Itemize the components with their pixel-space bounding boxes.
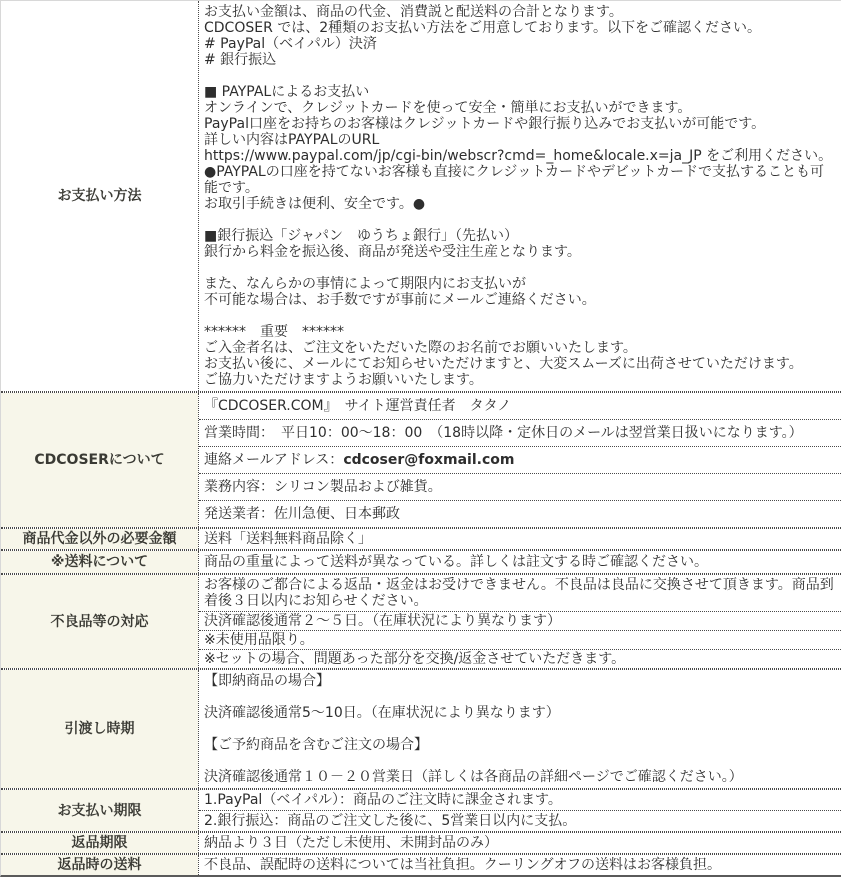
delivery-line: 決済確認後通常5～10日。（在庫状況により異なります） [204, 705, 560, 721]
payment-line: ●PAYPALの口座を持てないお客様も直接にクレジットカードやデビットカードで支払することも可能です。 [204, 164, 824, 196]
blank-line [204, 308, 836, 324]
row-shipping-note [1, 550, 841, 574]
about-cdcoser-content [198, 393, 841, 527]
contact-email-address: cdcoser@foxmail.com [343, 452, 515, 468]
row-return-deadline [1, 832, 841, 854]
business-description-text: 業務内容：シリコン製品および雑貨。 [199, 473, 841, 500]
return-deadline-header: 返品期限 [1, 833, 198, 853]
payment-line: 詳しい内容はPAYPALのURL [204, 132, 380, 148]
business-hours-text: 営業時間： 平日10：00～18：00 （18時以降・定休日のメールは翌営業日扱いになります。） [199, 419, 841, 446]
payment-line: # PayPal（ベイパル）決済 [204, 36, 377, 52]
blank-line [204, 260, 836, 276]
payment-line: # 銀行振込 [204, 52, 277, 68]
return-deadline-content: 納品より３日（ただし未使用、未開封品のみ） [198, 833, 841, 853]
shipping-note-content: 商品の重量によって送料が異なっている。詳しくは註文する時ご確認ください。 [198, 551, 841, 573]
shipping-note-header: ※送料について [1, 551, 198, 573]
extra-fees-header: 商品代金以外の必要金額 [1, 529, 198, 549]
contact-email-label: 連絡メールアドレス： [204, 452, 344, 468]
payment-line: CDCOSER では、2種類のお支払い方法をご用意しております。以下をご確認ください。 [204, 20, 762, 36]
row-extra-fees [1, 528, 841, 550]
defective-items-content [198, 575, 841, 668]
defective-exchange-time-text: 決済確認後通常２～５日。（在庫状況により異なります） [199, 611, 841, 630]
row-payment-method [1, 1, 841, 392]
blank-line [204, 721, 836, 737]
delivery-time-header: 引渡し時期 [1, 670, 198, 788]
row-payment-deadline [1, 789, 841, 832]
return-shipping-content: 不良品、誤配時の送料については当社負担。クーリングオフの送料はお客様負担。 [198, 855, 841, 875]
payment-line: お取引手続きは便利、安全です。● [204, 196, 426, 212]
blank-line [204, 753, 836, 769]
defective-unused-note: ※未使用品限り。 [199, 630, 841, 649]
bank-transfer-deadline-text: 2.銀行振込：商品のご注文した後に、5営業日以内に支払。 [199, 810, 841, 831]
delivery-line: 決済確認後通常１０－２０営業日（詳しくは各商品の詳細ページでご確認ください。） [204, 769, 743, 785]
shipping-carriers-text: 発送業者：佐川急便、日本郵政 [199, 500, 841, 527]
payment-line: 銀行から料金を振込後、商品が発送や受注生産となります。 [204, 244, 581, 260]
payment-deadline-content [198, 790, 841, 831]
row-defective-items [1, 574, 841, 669]
blank-line [204, 212, 836, 228]
row-return-shipping [1, 854, 841, 875]
payment-method-header: お支払い方法 [1, 1, 198, 391]
payment-line: ■ PAYPALによるお支払い [204, 84, 370, 100]
payment-line: また、なんらかの事情によって期限内にお支払いが [204, 276, 526, 292]
payment-line: ご入金者名は、ご注文をいただいた際のお名前でお願いいたします。 [204, 340, 637, 356]
contact-email-row [199, 446, 841, 473]
payment-line: PayPal口座をお持ちのお客様はクレジットカードや銀行振り込みでお支払いが可能です。 [204, 116, 766, 132]
delivery-time-content [198, 670, 841, 788]
important-note-marker: ****** 重要 ****** [204, 324, 344, 340]
payment-line: オンラインで、クレジットカードを使って安全・簡単にお支払いができます。 [204, 100, 692, 116]
blank-line [204, 68, 836, 84]
payment-line: お支払い金額は、商品の代金、消費説と配送料の合計となります。 [204, 4, 623, 20]
blank-line [204, 689, 836, 705]
delivery-line: 【即納商品の場合】 [204, 673, 330, 689]
row-about-cdcoser [1, 392, 841, 528]
paypal-url-text: https://www.paypal.com/jp/cgi-bin/webscr?cmd=_home&locale.x=ja_JP をご利用ください。 [204, 148, 833, 164]
delivery-line: 【ご予約商品を含むご注文の場合】 [204, 737, 428, 753]
defective-items-header: 不良品等の対応 [1, 575, 198, 668]
payment-method-content [198, 1, 841, 391]
defective-set-note: ※セットの場合、問題あった部分を交換/返金させていただきます。 [199, 649, 841, 668]
about-cdcoser-header: CDCOSERについて [1, 393, 198, 527]
payment-deadline-header: お支払い期限 [1, 790, 198, 831]
defective-policy-text: お客様のご都合による返品・返金はお受けできません。不良品は良品に交換させて頂きます。商品到着後３日以内にお知らせください。 [204, 577, 834, 609]
payment-line: お支払い後に、メールにてお知らせいただけますと、大変スムーズに出荷させていただけます。 [204, 356, 803, 372]
payment-line: ご協力いただけますようお願いいたします。 [204, 372, 483, 388]
payment-line: 不可能な場合は、お手数ですが事前にメールご連絡ください。 [204, 292, 596, 308]
return-shipping-header: 返品時の送料 [1, 855, 198, 875]
site-owner-text: 『CDCOSER.COM』 サイト運営責任者 タタノ [204, 398, 512, 414]
paypal-deadline-text: 1.PayPal（ベイパル）：商品のご注文時に課金されます。 [204, 792, 562, 808]
row-delivery-time [1, 669, 841, 789]
payment-line: ■銀行振込「ジャパン ゆうちょ銀行」（先払い） [204, 228, 518, 244]
extra-fees-content: 送料「送料無料商品除く」 [198, 529, 841, 549]
